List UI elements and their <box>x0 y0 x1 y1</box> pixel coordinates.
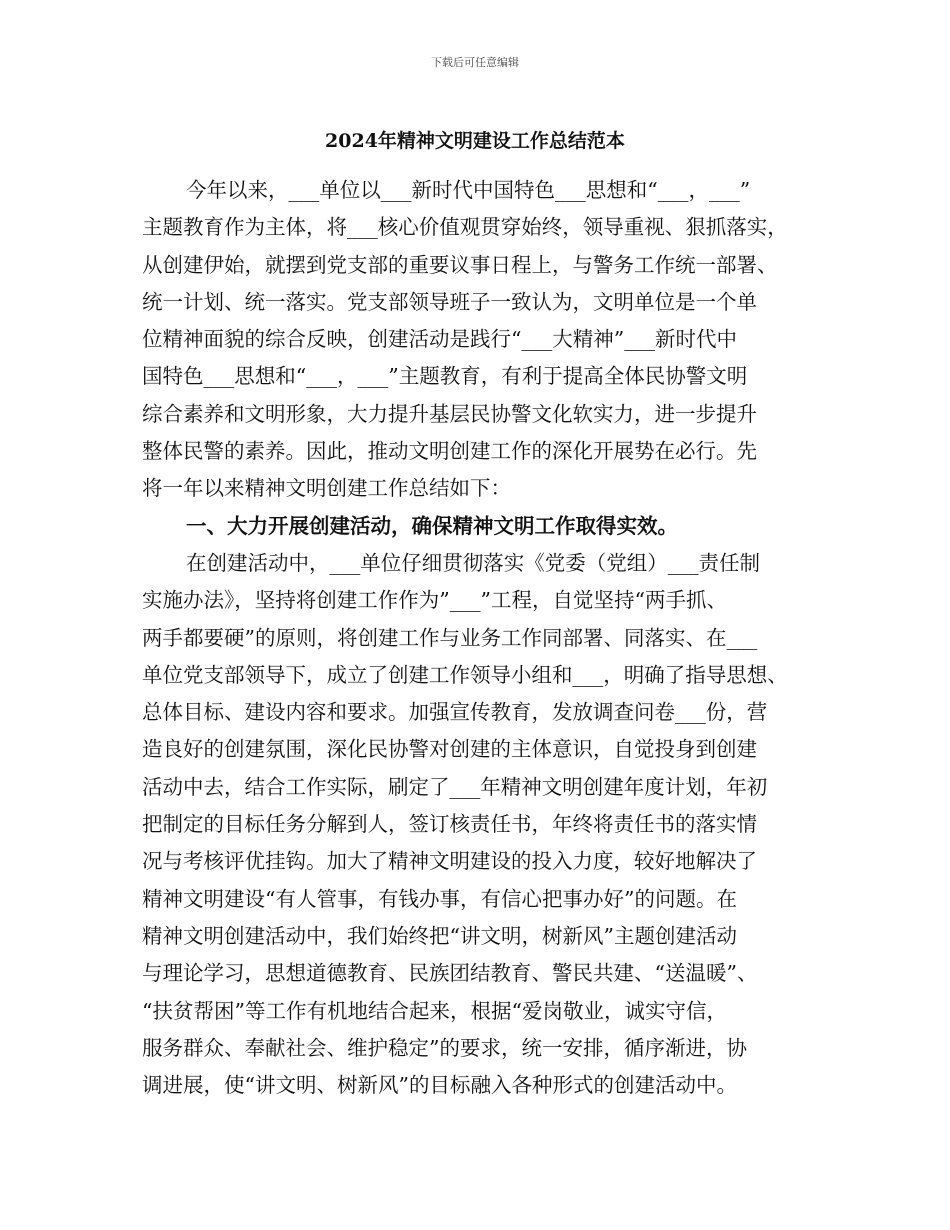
text-line: 从创建伊始，就摆到党支部的重要议事日程上，与警务工作统一部署、 <box>142 252 778 277</box>
text-line: “扶贫帮困”等工作有机地结合起来，根据“爱岗敬业，诚实守信， <box>142 998 727 1023</box>
text-line: 服务群众、奉献社会、维护稳定”的要求，统一安排，循序渐进，协 <box>142 1035 747 1060</box>
text-line: 在创建活动中，___单位仔细贯彻落实《党委（党组）___责任制 <box>186 550 760 575</box>
text-line: 今年以来，___单位以___新时代中国特色___思想和“___，___” <box>186 178 751 202</box>
text-line: 实施办法》，坚持将创建工作作为”___”工程，自觉坚持“两手抓、 <box>142 588 727 613</box>
text-line: 况与考核评优挂钩。加大了精神文明建设的投入力度，较好地解决了 <box>142 849 757 874</box>
text-line: 将一年以来精神文明创建工作总结如下： <box>142 476 511 501</box>
text-line: 调进展，使“讲文明、树新风”的目标融入各种形式的创建活动中。 <box>142 1073 737 1098</box>
text-line: 主题教育作为主体，将___核心价值观贯穿始终，领导重视、狠抓落实， <box>142 215 788 240</box>
text-line: 总体目标、建设内容和要求。加强宣传教育，发放调查问卷___份，营 <box>142 700 768 725</box>
text-line: 国特色___思想和“___，___”主题教育，有利于提高全体民协警文明 <box>142 364 748 389</box>
document-title: 2024年精神文明建设工作总结范本 <box>325 130 625 152</box>
header-note: 下载后可任意编辑 <box>431 56 519 69</box>
text-line: 精神文明建设“有人管事，有钱办事，有信心把事办好”的问题。在 <box>142 886 737 911</box>
text-line: 与理论学习，思想道德教育、民族团结教育、警民共建、“送温暖”、 <box>142 961 758 986</box>
paragraph-intro <box>142 172 812 508</box>
text-line: 精神文明创建活动中，我们始终把“讲文明，树新风”主题创建活动 <box>142 923 737 948</box>
document-body <box>142 172 812 1104</box>
paragraph-section1 <box>142 545 812 1104</box>
text-line: 统一计划、统一落实。党支部领导班子一致认为，文明单位是一个单 <box>142 289 757 314</box>
text-line: 单位党支部领导下，成立了创建工作领导小组和___，明确了指导思想、 <box>142 662 788 687</box>
text-line: 造良好的创建氛围，深化民协警对创建的主体意识，自觉投身到创建 <box>142 737 757 762</box>
text-line: 位精神面貌的综合反映，创建活动是践行“___大精神”___新时代中 <box>142 327 737 352</box>
text-line: 两手都要硬”的原则，将创建工作与业务工作同部署、同落实、在___ <box>142 625 758 650</box>
text-line: 综合素养和文明形象，大力提升基层民协警文化软实力，进一步提升 <box>142 401 757 426</box>
section-heading: 一、大力开展创建活动，确保精神文明工作取得实效。 <box>186 513 678 538</box>
text-line: 整体民警的素养。因此，推动文明创建工作的深化开展势在必行。先 <box>142 439 757 464</box>
text-line: 把制定的目标任务分解到人，签订核责任书，年终将责任书的落实情 <box>142 812 757 837</box>
text-line: 活动中去，结合工作实际，刷定了___年精神文明创建年度计划，年初 <box>142 774 768 799</box>
